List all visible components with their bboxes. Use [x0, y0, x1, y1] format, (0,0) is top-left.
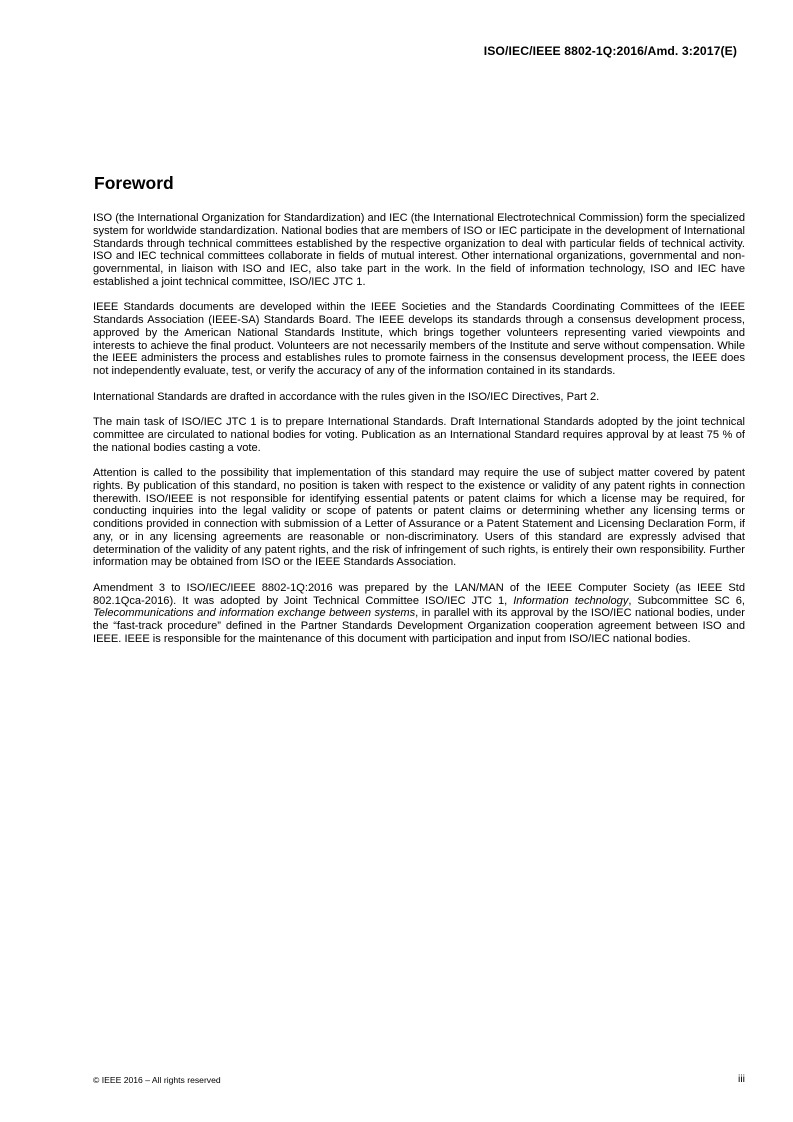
- foreword-body: [93, 212, 745, 658]
- amendment-text-part: , Subcommittee SC 6,: [628, 594, 745, 607]
- amendment-italic-telecom: Telecommunications and information exchange between systems: [93, 607, 416, 620]
- copyright-footer: © IEEE 2016 – All rights reserved: [93, 1075, 221, 1085]
- paragraph-patent-notice: Attention is called to the possibility that implementation of this standard may require the use of subject matter covered by patent rights. By publication of this standard, no position is taken with respect to the existence or validity of any patent rights in connection therewith. ISO/IEEE is not responsible for identifying essential patents or patent claims for which a license may be required, for conducting inquiries into the legal validity or scope of patents or patent claims or determining whether any licensing terms or conditions provided in connection with submission of a Letter of Assurance or a Patent Statement and Licensing Declaration Form, if any, or in any licensing agreements are reasonable or non-discriminatory. Users of this standard are expressly advised that determination of the validity of any patent rights, and the risk of infringement of such rights, is entirely their own responsibility. Further information may be obtained from ISO or the IEEE Standards Association.: [93, 467, 745, 569]
- paragraph-jtc1-task: The main task of ISO/IEC JTC 1 is to prepare International Standards. Draft International Standards adopted by the joint technical committee are circulated to national bodies for voting. Publication as an International Standard requires approval by at least 75 % of the national bodies casting a vote.: [93, 416, 745, 454]
- amendment-italic-it: Information technology: [513, 594, 629, 607]
- amendment-text-part: , in parallel with its approval by the ISO/IEC national bodies, under the “fast-track procedure” defined in the Partner Standards Development Organization cooperation agreement between ISO and IEEE. IEEE is responsible for the maintenance of this document with participation and input from ISO/IEC national bodies.: [93, 607, 745, 645]
- paragraph-directives: International Standards are drafted in accordance with the rules given in the ISO/IEC Directives, Part 2.: [93, 390, 600, 403]
- page-number: iii: [738, 1073, 745, 1085]
- section-title: Foreword: [94, 173, 174, 193]
- paragraph-amendment: [93, 582, 745, 646]
- amendment-text-part: Amendment 3 to ISO/IEC/IEEE 8802-1Q:2016 was prepared by the LAN/MAN of the IEEE Computer Society (as IEEE Std 802.1Qca-2016). It was adopted by Joint Technical Committee ISO/IEC JTC 1,: [93, 581, 745, 607]
- document-id-header: ISO/IEC/IEEE 8802-1Q:2016/Amd. 3:2017(E): [483, 44, 737, 58]
- paragraph-ieee-standards: IEEE Standards documents are developed within the IEEE Societies and the Standards Coordinating Committees of the IEEE Standards Association (IEEE-SA) Standards Board. The IEEE develops its standards through a consensus development process, approved by the American National Standards Institute, which brings together volunteers representing varied viewpoints and interests to achieve the final product. Volunteers are not necessarily members of the Institute and serve without compensation. While the IEEE administers the process and establishes rules to promote fairness in the consensus development process, the IEEE does not independently evaluate, test, or verify the accuracy of any of the information contained in its standards.: [93, 301, 745, 377]
- paragraph-iso-iec: ISO (the International Organization for Standardization) and IEC (the International Electrotechnical Commission) form the specialized system for worldwide standardization. National bodies that are members of ISO or IEC participate in the development of International Standards through technical committees established by the respective organization to deal with particular fields of technical activity. ISO and IEC technical committees collaborate in fields of mutual interest. Other international organizations, governmental and non-governmental, in liaison with ISO and IEC, also take part in the work. In the field of information technology, ISO and IEC have established a joint technical committee, ISO/IEC JTC 1.: [93, 212, 745, 288]
